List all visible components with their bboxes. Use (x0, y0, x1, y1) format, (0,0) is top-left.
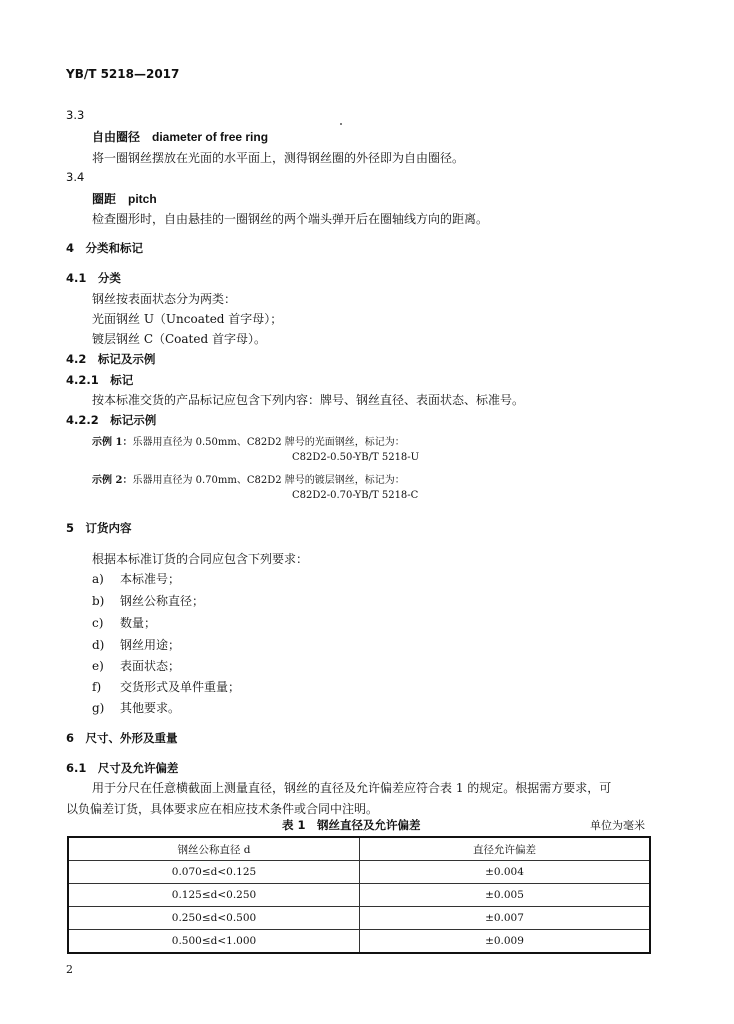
section-6-title: 6 尺寸、外形及重量 (66, 731, 178, 745)
list-marker: g) (92, 701, 105, 715)
page-number: 2 (66, 963, 73, 976)
section-6-1-title: 6.1 尺寸及允许偏差 (66, 761, 179, 775)
term-cn: 自由圈径 (92, 130, 141, 144)
tolerance-cell: ±0.007 (360, 907, 651, 930)
tolerance-cell: ±0.004 (360, 861, 651, 884)
example-1-code: C82D2-0.50-YB/T 5218-U (292, 452, 420, 463)
list-text: 本标准号； (120, 572, 181, 586)
list-text: 表面状态； (120, 659, 181, 673)
clause-3-4-definition: 检查圈形时，自由悬挂的一圈钢丝的两个端头弹开后在圈轴线方向的距离。 (92, 212, 489, 226)
section-6-1-line1: 用于分尺在任意横截面上测量直径，钢丝的直径及允许偏差应符合表 1 的规定。根据需方要求，可 (92, 781, 612, 795)
list-marker: b) (92, 594, 105, 608)
table-unit: 单位为毫米 (590, 819, 645, 832)
list-marker: c) (92, 616, 104, 630)
list-text: 其他要求。 (120, 701, 181, 715)
section-4-1-title: 4.1 分类 (66, 271, 121, 285)
list-marker: a) (92, 572, 104, 586)
section-4-title: 4 分类和标记 (66, 241, 144, 255)
table-row (68, 884, 650, 907)
clause-3-4-term (92, 190, 157, 207)
example-2-text: 乐器用直径为 0.70mm、C82D2 牌号的镀层钢丝，标记为： (132, 475, 405, 486)
clause-3-3-number: 3.3 (66, 108, 85, 122)
list-item (92, 699, 180, 716)
example-2-label: 示例 2： (92, 475, 133, 486)
list-marker: f) (92, 680, 102, 694)
table-header-tolerance: 直径允许偏差 (360, 837, 651, 861)
section-5-title: 5 订货内容 (66, 521, 132, 535)
tolerance-cell: ±0.009 (360, 930, 651, 954)
diameter-range-cell: 0.250≤d<0.500 (68, 907, 360, 930)
example-1-label: 示例 1： (92, 437, 133, 448)
example-2-code: C82D2-0.70-YB/T 5218-C (292, 490, 419, 501)
list-item (92, 592, 204, 609)
list-item (92, 657, 180, 674)
list-item (92, 614, 156, 631)
clause-3-3-term (92, 128, 268, 145)
diameter-tolerance-table (67, 836, 651, 954)
diameter-range-cell: 0.500≤d<1.000 (68, 930, 360, 954)
table-row (68, 930, 650, 954)
table-row (68, 907, 650, 930)
table-header-row (68, 837, 650, 861)
clause-3-4-number: 3.4 (66, 170, 85, 184)
term-en: pitch (128, 192, 157, 206)
section-4-2-1-text: 按本标准交货的产品标记应包含下列内容：牌号、钢丝直径、表面状态、标准号。 (92, 393, 525, 407)
scan-speck (340, 123, 342, 125)
clause-3-3-definition: 将一圈钢丝摆放在光面的水平面上，测得钢丝圈的外径即为自由圈径。 (92, 151, 465, 165)
document-code: YB/T 5218—2017 (66, 67, 180, 81)
section-6-1-line2: 以负偏差订货，具体要求应在相应技术条件或合同中注明。 (66, 802, 379, 816)
list-text: 交货形式及单件重量； (120, 680, 241, 694)
section-4-1-line: 钢丝按表面状态分为两类： (92, 292, 237, 306)
section-4-2-2-title: 4.2.2 标记示例 (66, 413, 157, 427)
diameter-range-cell: 0.070≤d<0.125 (68, 861, 360, 884)
tolerance-cell: ±0.005 (360, 884, 651, 907)
list-item (92, 570, 180, 587)
section-4-1-line: 镀层钢丝 C（Coated 首字母）。 (92, 332, 266, 346)
section-5-intro: 根据本标准订货的合同应包含下列要求： (92, 552, 309, 566)
list-marker: e) (92, 659, 104, 673)
section-4-2-title: 4.2 标记及示例 (66, 352, 156, 366)
term-en: diameter of free ring (152, 130, 269, 144)
example-2 (92, 471, 405, 486)
example-1 (92, 433, 405, 448)
diameter-range-cell: 0.125≤d<0.250 (68, 884, 360, 907)
list-item (92, 678, 240, 695)
term-cn: 圈距 (92, 192, 117, 206)
list-marker: d) (92, 638, 105, 652)
list-text: 钢丝用途； (120, 638, 181, 652)
list-text: 数量； (120, 616, 157, 630)
list-item (92, 636, 180, 653)
example-1-text: 乐器用直径为 0.50mm、C82D2 牌号的光面钢丝，标记为： (132, 437, 405, 448)
list-text: 钢丝公称直径； (120, 594, 205, 608)
table-header-diameter: 钢丝公称直径 d (68, 837, 360, 861)
section-4-2-1-title: 4.2.1 标记 (66, 373, 134, 387)
section-4-1-line: 光面钢丝 U（Uncoated 首字母）； (92, 312, 283, 326)
table-caption: 表 1 钢丝直径及允许偏差 (282, 818, 421, 832)
table-row (68, 861, 650, 884)
